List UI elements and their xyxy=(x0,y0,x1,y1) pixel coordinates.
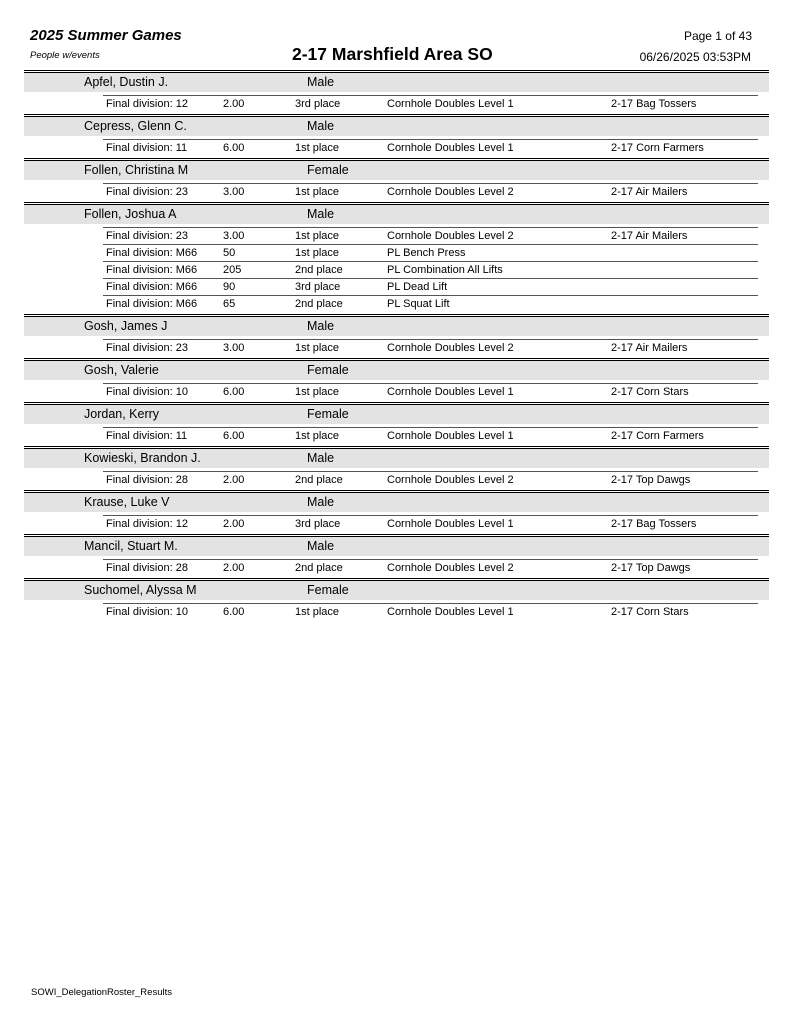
result-event: Cornhole Doubles Level 1 xyxy=(387,518,514,530)
result-event: Cornhole Doubles Level 2 xyxy=(387,186,514,198)
person-header xyxy=(24,405,769,424)
person-block xyxy=(24,446,769,490)
result-score: 2.00 xyxy=(223,518,245,530)
result-team: 2-17 Bag Tossers xyxy=(611,98,697,110)
person-name: Suchomel, Alyssa M xyxy=(84,583,197,597)
person-header xyxy=(24,317,769,336)
result-division: Final division: 23 xyxy=(106,342,188,354)
result-score: 3.00 xyxy=(223,342,245,354)
person-gender: Male xyxy=(307,451,335,465)
results-list xyxy=(24,380,769,402)
person-gender: Female xyxy=(307,583,349,597)
result-place: 3rd place xyxy=(295,518,341,530)
result-event: PL Bench Press xyxy=(387,247,466,259)
person-block xyxy=(24,534,769,578)
result-division: Final division: 28 xyxy=(106,474,188,486)
result-event: Cornhole Doubles Level 1 xyxy=(387,98,514,110)
result-row xyxy=(103,139,758,156)
result-row xyxy=(103,227,758,244)
person-name: Gosh, Valerie xyxy=(84,363,159,377)
person-name: Krause, Luke V xyxy=(84,495,170,509)
result-score: 50 xyxy=(223,247,236,259)
result-score: 6.00 xyxy=(223,606,245,618)
result-row xyxy=(103,603,758,620)
report-subtitle: People w/events xyxy=(30,50,100,61)
result-place: 1st place xyxy=(295,430,340,442)
result-event: PL Squat Lift xyxy=(387,298,450,310)
result-division: Final division: 11 xyxy=(106,142,188,154)
result-team: 2-17 Air Mailers xyxy=(611,186,688,198)
person-gender: Female xyxy=(307,407,349,421)
person-block xyxy=(24,158,769,202)
result-row xyxy=(103,427,758,444)
result-row xyxy=(103,295,758,312)
results-list xyxy=(24,468,769,490)
result-row xyxy=(103,383,758,400)
result-place: 1st place xyxy=(295,342,340,354)
result-event: Cornhole Doubles Level 2 xyxy=(387,342,514,354)
result-event: Cornhole Doubles Level 2 xyxy=(387,474,514,486)
result-place: 2nd place xyxy=(295,298,343,310)
person-header xyxy=(24,161,769,180)
result-score: 6.00 xyxy=(223,386,245,398)
results-list xyxy=(24,136,769,158)
result-place: 2nd place xyxy=(295,562,343,574)
result-division: Final division: M66 xyxy=(106,281,198,293)
result-place: 1st place xyxy=(295,247,340,259)
result-event: Cornhole Doubles Level 1 xyxy=(387,142,514,154)
result-row xyxy=(103,95,758,112)
result-division: Final division: 12 xyxy=(106,98,188,110)
roster-list xyxy=(24,70,769,622)
person-name: Cepress, Glenn C. xyxy=(84,119,187,133)
result-division: Final division: 12 xyxy=(106,518,188,530)
person-name: Jordan, Kerry xyxy=(84,407,160,421)
result-team: 2-17 Top Dawgs xyxy=(611,562,691,574)
result-event: Cornhole Doubles Level 2 xyxy=(387,562,514,574)
person-header xyxy=(24,449,769,468)
result-score: 2.00 xyxy=(223,474,245,486)
person-block xyxy=(24,70,769,114)
result-place: 1st place xyxy=(295,606,340,618)
person-gender: Male xyxy=(307,119,335,133)
result-score: 65 xyxy=(223,298,236,310)
report-footer: SOWI_DelegationRoster_Results xyxy=(31,987,172,998)
results-list xyxy=(24,336,769,358)
page-number: Page 1 of 43 xyxy=(683,29,752,43)
result-row xyxy=(103,339,758,356)
results-list xyxy=(24,556,769,578)
delegation-title: 2-17 Marshfield Area SO xyxy=(292,44,493,64)
result-place: 1st place xyxy=(295,186,340,198)
person-name: Kowieski, Brandon J. xyxy=(84,451,201,465)
result-division: Final division: 23 xyxy=(106,186,188,198)
result-score: 6.00 xyxy=(223,430,245,442)
results-list xyxy=(24,424,769,446)
person-block xyxy=(24,402,769,446)
results-list xyxy=(24,92,769,114)
person-gender: Female xyxy=(307,163,349,177)
result-row xyxy=(103,515,758,532)
result-place: 1st place xyxy=(295,142,340,154)
result-score: 3.00 xyxy=(223,230,245,242)
person-name: Apfel, Dustin J. xyxy=(84,75,169,89)
result-event: PL Combination All Lifts xyxy=(387,264,503,276)
person-header xyxy=(24,205,769,224)
result-place: 3rd place xyxy=(295,281,341,293)
report-title: 2025 Summer Games xyxy=(30,27,182,44)
person-block xyxy=(24,358,769,402)
result-row xyxy=(103,261,758,278)
person-header xyxy=(24,581,769,600)
person-name: Follen, Joshua A xyxy=(84,207,177,221)
result-row xyxy=(103,559,758,576)
result-score: 2.00 xyxy=(223,98,245,110)
person-gender: Male xyxy=(307,495,335,509)
result-division: Final division: 10 xyxy=(106,606,188,618)
result-row xyxy=(103,244,758,261)
result-score: 3.00 xyxy=(223,186,245,198)
report-timestamp: 06/26/2025 03:53PM xyxy=(639,50,751,64)
result-place: 1st place xyxy=(295,386,340,398)
result-event: Cornhole Doubles Level 1 xyxy=(387,606,514,618)
result-place: 2nd place xyxy=(295,474,343,486)
person-header xyxy=(24,117,769,136)
results-list xyxy=(24,224,769,314)
result-division: Final division: 11 xyxy=(106,430,188,442)
person-header xyxy=(24,73,769,92)
person-gender: Female xyxy=(307,363,349,377)
result-division: Final division: 23 xyxy=(106,230,188,242)
result-row xyxy=(103,183,758,200)
result-division: Final division: M66 xyxy=(106,298,198,310)
result-event: Cornhole Doubles Level 2 xyxy=(387,230,514,242)
results-list xyxy=(24,600,769,622)
result-score: 2.00 xyxy=(223,562,245,574)
person-block xyxy=(24,578,769,622)
person-block xyxy=(24,202,769,314)
result-division: Final division: M66 xyxy=(106,247,198,259)
result-team: 2-17 Corn Farmers xyxy=(611,430,704,442)
result-team: 2-17 Air Mailers xyxy=(611,230,688,242)
result-row xyxy=(103,471,758,488)
person-header xyxy=(24,361,769,380)
result-score: 90 xyxy=(223,281,236,293)
result-division: Final division: 10 xyxy=(106,386,188,398)
result-place: 1st place xyxy=(295,230,340,242)
result-division: Final division: M66 xyxy=(106,264,198,276)
person-gender: Male xyxy=(307,319,335,333)
person-block xyxy=(24,314,769,358)
result-event: Cornhole Doubles Level 1 xyxy=(387,386,514,398)
result-team: 2-17 Bag Tossers xyxy=(611,518,697,530)
result-team: 2-17 Corn Stars xyxy=(611,386,689,398)
result-row xyxy=(103,278,758,295)
person-name: Mancil, Stuart M. xyxy=(84,539,178,553)
result-team: 2-17 Top Dawgs xyxy=(611,474,691,486)
result-event: PL Dead Lift xyxy=(387,281,448,293)
person-header xyxy=(24,537,769,556)
person-block xyxy=(24,114,769,158)
person-block xyxy=(24,490,769,534)
result-place: 3rd place xyxy=(295,98,341,110)
result-team: 2-17 Air Mailers xyxy=(611,342,688,354)
person-gender: Male xyxy=(307,539,335,553)
result-score: 205 xyxy=(223,264,242,276)
person-gender: Male xyxy=(307,75,335,89)
result-team: 2-17 Corn Farmers xyxy=(611,142,704,154)
person-header xyxy=(24,493,769,512)
result-score: 6.00 xyxy=(223,142,245,154)
result-event: Cornhole Doubles Level 1 xyxy=(387,430,514,442)
results-list xyxy=(24,512,769,534)
person-gender: Male xyxy=(307,207,335,221)
person-name: Follen, Christina M xyxy=(84,163,189,177)
person-name: Gosh, James J xyxy=(84,319,168,333)
result-division: Final division: 28 xyxy=(106,562,188,574)
result-place: 2nd place xyxy=(295,264,343,276)
results-list xyxy=(24,180,769,202)
result-team: 2-17 Corn Stars xyxy=(611,606,689,618)
